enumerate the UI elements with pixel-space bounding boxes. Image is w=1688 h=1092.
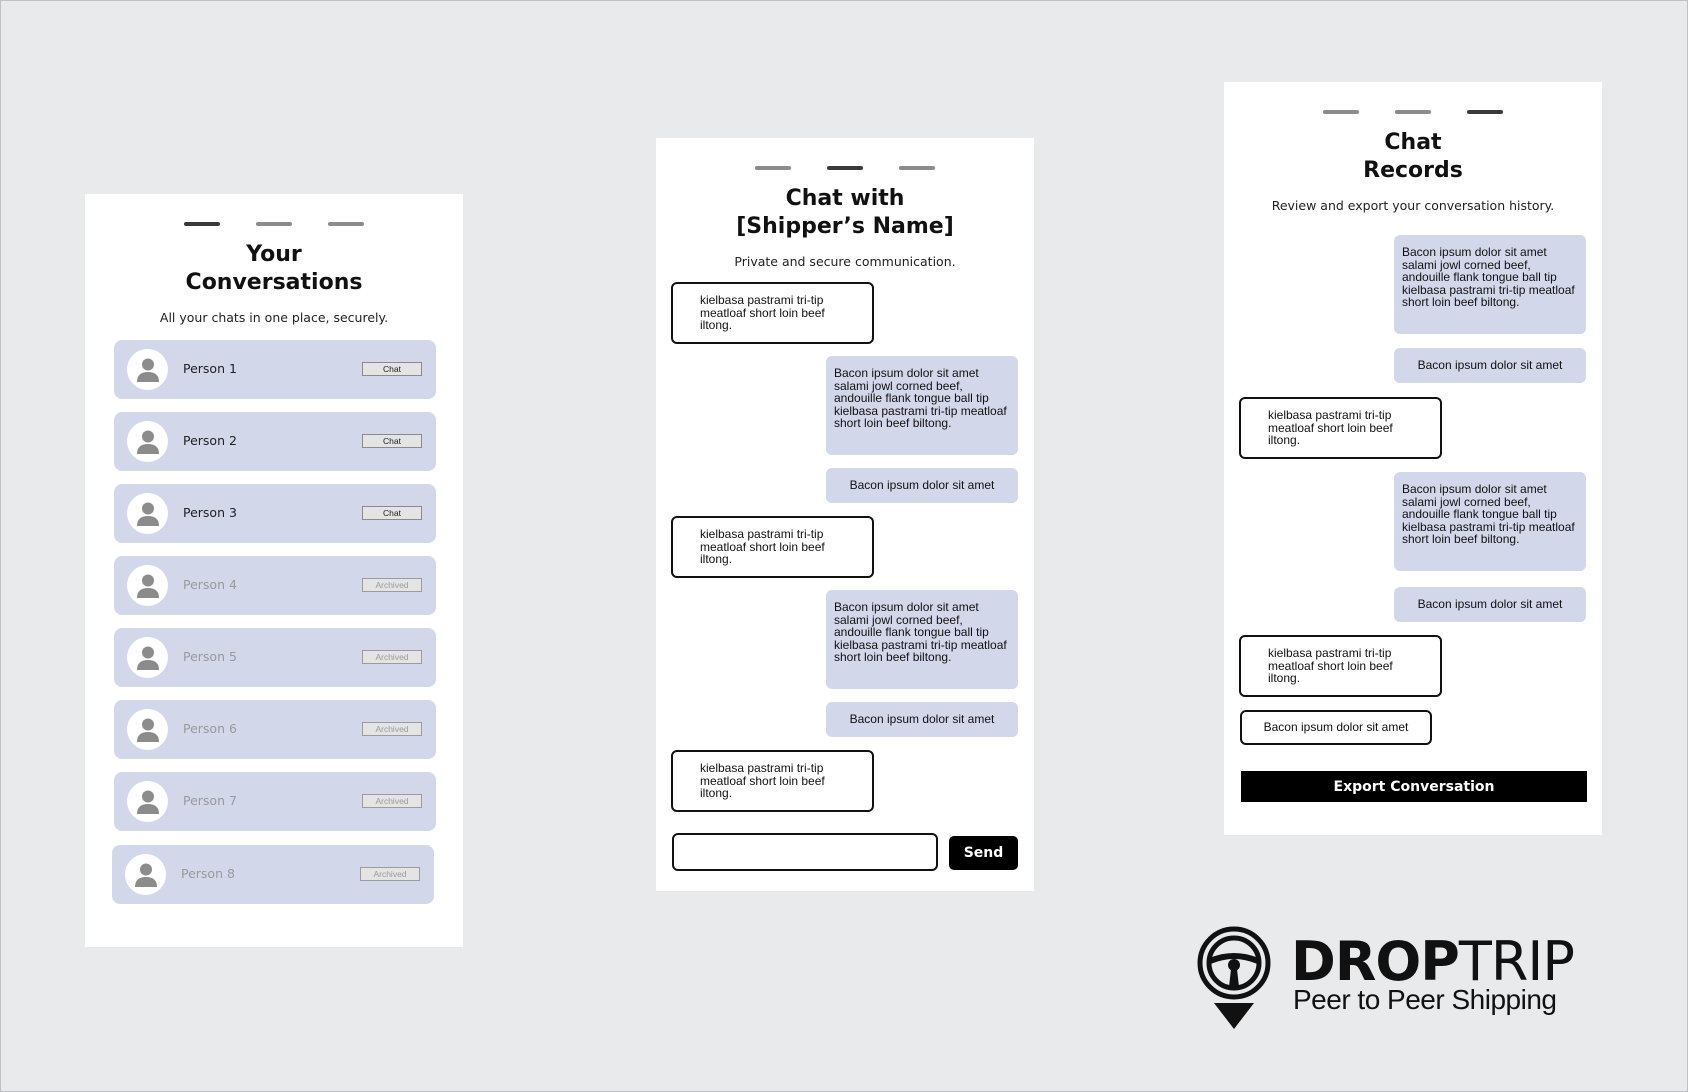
page-dot-1[interactable] (1323, 110, 1359, 114)
title-line-2: Conversations (185, 270, 363, 295)
person-icon (136, 501, 160, 527)
brand-logo (1196, 925, 1574, 1035)
page-dot-3[interactable] (1467, 110, 1503, 114)
incoming-message: Bacon ipsum dolor sit amet (1240, 710, 1432, 745)
incoming-message: kielbasa pastrami tri-tip meatloaf short loin beef iltong. (671, 750, 874, 812)
export-conversation-button[interactable]: Export Conversation (1241, 771, 1587, 802)
outgoing-message: Bacon ipsum dolor sit amet salami jowl corned beef, andouille flank tongue ball tip kielbasa pastrami tri-tip meatloaf short loin beef biltong. (1394, 235, 1586, 334)
outgoing-message: Bacon ipsum dolor sit amet (1394, 348, 1586, 383)
incoming-message: kielbasa pastrami tri-tip meatloaf short loin beef iltong. (1239, 635, 1442, 697)
outgoing-message: Bacon ipsum dolor sit amet (826, 468, 1018, 503)
send-button[interactable]: Send (949, 836, 1018, 870)
incoming-message: kielbasa pastrami tri-tip meatloaf short loin beef iltong. (671, 516, 874, 578)
person-icon (136, 573, 160, 599)
page-title (85, 241, 463, 297)
page-indicator (85, 222, 463, 226)
conversation-row-archived[interactable] (114, 700, 436, 759)
contact-name: Person 3 (183, 505, 237, 520)
avatar (127, 709, 168, 750)
brand-tagline: Peer to Peer Shipping (1293, 984, 1557, 1015)
brand-name-light: TRIP (1458, 930, 1574, 993)
title-line-1: Chat (1384, 130, 1442, 155)
title-line-1: Your (246, 242, 302, 267)
conversation-row[interactable] (114, 412, 436, 471)
person-icon (136, 357, 160, 383)
conversations-screen (85, 194, 463, 947)
brand-name (1291, 930, 1574, 993)
page-dot-2[interactable] (827, 166, 863, 170)
page-dot-1[interactable] (184, 222, 220, 226)
avatar (127, 781, 168, 822)
brand-name-bold: DROP (1291, 930, 1459, 993)
archived-badge[interactable]: Archived (362, 722, 422, 736)
person-icon (136, 645, 160, 671)
conversation-row-archived[interactable] (114, 628, 436, 687)
conversation-row-archived[interactable] (114, 772, 436, 831)
title-line-1: Chat with (785, 186, 905, 211)
person-icon (136, 789, 160, 815)
page-subtitle: Private and secure communication. (734, 254, 956, 269)
conversation-row[interactable] (114, 484, 436, 543)
page-subtitle: All your chats in one place, securely. (159, 310, 389, 325)
archived-badge[interactable]: Archived (362, 794, 422, 808)
page-dot-2[interactable] (256, 222, 292, 226)
outgoing-message: Bacon ipsum dolor sit amet (1394, 587, 1586, 622)
avatar (125, 854, 166, 895)
page-dot-3[interactable] (328, 222, 364, 226)
contact-name: Person 7 (183, 793, 237, 808)
avatar (127, 421, 168, 462)
person-icon (134, 862, 158, 888)
avatar (127, 637, 168, 678)
person-icon (136, 429, 160, 455)
page-title (1224, 129, 1602, 185)
outgoing-message: Bacon ipsum dolor sit amet (826, 702, 1018, 737)
conversation-row[interactable] (114, 340, 436, 399)
message-input[interactable] (672, 833, 938, 871)
incoming-message: kielbasa pastrami tri-tip meatloaf short loin beef iltong. (671, 282, 874, 344)
records-screen (1224, 82, 1602, 835)
contact-name: Person 4 (183, 577, 237, 592)
contact-name: Person 5 (183, 649, 237, 664)
page-indicator (656, 166, 1034, 170)
page-dot-1[interactable] (755, 166, 791, 170)
title-line-2: Records (1363, 158, 1463, 183)
page-indicator (1224, 110, 1602, 114)
page-dot-3[interactable] (899, 166, 935, 170)
page-dot-2[interactable] (1395, 110, 1431, 114)
chat-button[interactable]: Chat (362, 506, 422, 520)
conversation-row-archived[interactable] (114, 556, 436, 615)
archived-badge[interactable]: Archived (362, 650, 422, 664)
person-icon (136, 717, 160, 743)
conversation-row-archived[interactable] (112, 845, 434, 904)
avatar (127, 565, 168, 606)
avatar (127, 493, 168, 534)
contact-name: Person 6 (183, 721, 237, 736)
outgoing-message: Bacon ipsum dolor sit amet salami jowl corned beef, andouille flank tongue ball tip kielbasa pastrami tri-tip meatloaf short loin beef biltong. (826, 356, 1018, 455)
page-title (656, 185, 1034, 241)
chat-button[interactable]: Chat (362, 362, 422, 376)
avatar (127, 349, 168, 390)
steering-wheel-pin-icon (1196, 925, 1272, 1031)
chat-screen (656, 138, 1034, 891)
contact-name: Person 2 (183, 433, 237, 448)
page-subtitle: Review and export your conversation history. (1271, 198, 1555, 213)
archived-badge[interactable]: Archived (362, 578, 422, 592)
chat-button[interactable]: Chat (362, 434, 422, 448)
archived-badge[interactable]: Archived (360, 867, 420, 881)
title-line-2: [Shipper’s Name] (736, 214, 954, 239)
outgoing-message: Bacon ipsum dolor sit amet salami jowl corned beef, andouille flank tongue ball tip kielbasa pastrami tri-tip meatloaf short loin beef biltong. (1394, 472, 1586, 571)
outgoing-message: Bacon ipsum dolor sit amet salami jowl corned beef, andouille flank tongue ball tip kielbasa pastrami tri-tip meatloaf short loin beef biltong. (826, 590, 1018, 689)
incoming-message: kielbasa pastrami tri-tip meatloaf short loin beef iltong. (1239, 397, 1442, 459)
contact-name: Person 1 (183, 361, 237, 376)
contact-name: Person 8 (181, 866, 235, 881)
